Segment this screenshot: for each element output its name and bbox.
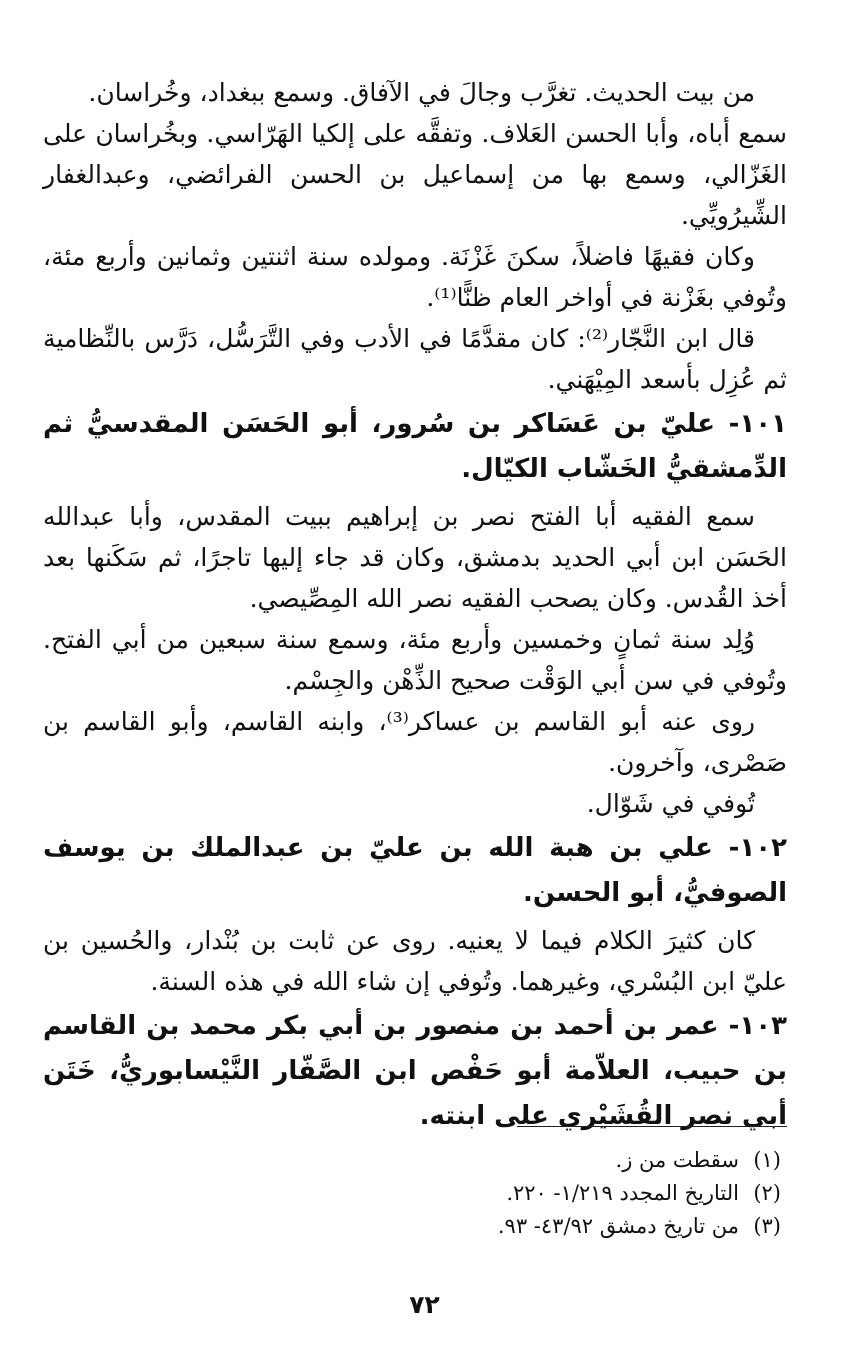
- paragraph: سمع أباه، وأبا الحسن العَلاف. وتفقَّه على إلكيا الهَرّاسي. وبخُراسان على الغَزّالي، وسمع بها من إسماعيل بن الحسن الفرائضي، وعبدالغفار الشِّيرُويِّي.: [43, 119, 787, 230]
- footnote-number: (٢): [753, 1181, 781, 1205]
- entry-heading: ١٠٣- عمر بن أحمد بن منصور بن أبي بكر محمد بن القاسم بن حبيب، العلاّمة أبو حَفْص ابن الصَّفّار النَّيْسابوريُّ، خَتَن أبي نصر القُشَيْري على ابنته.: [43, 1011, 787, 1131]
- footnote: [161, 1177, 781, 1210]
- paragraph: وُلِد سنة ثمانٍ وخمسين وأربع مئة، وسمع سنة سبعين من أبي الفتح. وتُوفي في سن أبي الوَقْت صحيح الذِّهْن والجِسْم.: [43, 625, 787, 695]
- page-number: ٧٢: [409, 1290, 440, 1319]
- main-text: [43, 72, 787, 1143]
- paragraph: روى عنه أبو القاسم بن عساكر⁽³⁾، وابنه القاسم، وأبو القاسم بن صَصْرى، وآخرون.: [43, 707, 787, 777]
- footnote-text: سقطت من ز.: [615, 1148, 739, 1172]
- footnote-number: (٣): [753, 1214, 781, 1238]
- footnote-text: من تاريخ دمشق ٤٣/٩٢- ٩٣.: [497, 1214, 739, 1238]
- footnote-text: التاريخ المجدد ١/٢١٩- ٢٢٠.: [506, 1181, 739, 1205]
- footnote-separator: [517, 1126, 787, 1127]
- paragraph: قال ابن النَّجّار⁽²⁾: كان مقدَّمًا في الأدب وفي التَّرَسُّل، دَرَّس بالنِّظامية ثم عُزِل بأسعد المِيْهَني.: [43, 324, 787, 394]
- entry-heading: ١٠٢- علي بن هبة الله بن عليّ بن عبدالملك بن يوسف الصوفيُّ، أبو الحسن.: [43, 833, 787, 908]
- paragraph: كان كثيرَ الكلام فيما لا يعنيه. روى عن ثابت بن بُنْدار، والحُسين بن عليّ ابن البُسْري، وغيرهما. وتُوفي إن شاء الله في هذه السنة.: [43, 926, 787, 996]
- paragraph: وكان فقيهًا فاضلاً، سكنَ غَزْنَة. ومولده سنة اثنتين وثمانين وأربع مئة، وتُوفي بغَزْنة في أواخر العام ظنًّا⁽¹⁾.: [43, 242, 787, 312]
- paragraph: تُوفي في شَوّال.: [586, 789, 755, 818]
- footnotes: [161, 1144, 781, 1243]
- footnote: [161, 1144, 781, 1177]
- footnote-number: (١): [753, 1148, 781, 1172]
- footnote: [161, 1210, 781, 1243]
- paragraph: سمع الفقيه أبا الفتح نصر بن إبراهيم ببيت المقدس، وأبا عبدالله الحَسَن ابن أبي الحديد بدمشق، وكان قد جاء إليها تاجرًا، ثم سَكَنها بعد أخذ القُدس. وكان يصحب الفقيه نصر الله المِصِّيصي.: [43, 502, 787, 613]
- paragraph: من بيت الحديث. تغرَّب وجالَ في الآفاق. وسمع ببغداد، وخُراسان.: [88, 78, 755, 107]
- entry-heading: ١٠١- عليّ بن عَسَاكر بن سُرور، أبو الحَسَن المقدسيُّ ثم الدِّمشقيُّ الخَشّاب الكيّال.: [43, 409, 787, 484]
